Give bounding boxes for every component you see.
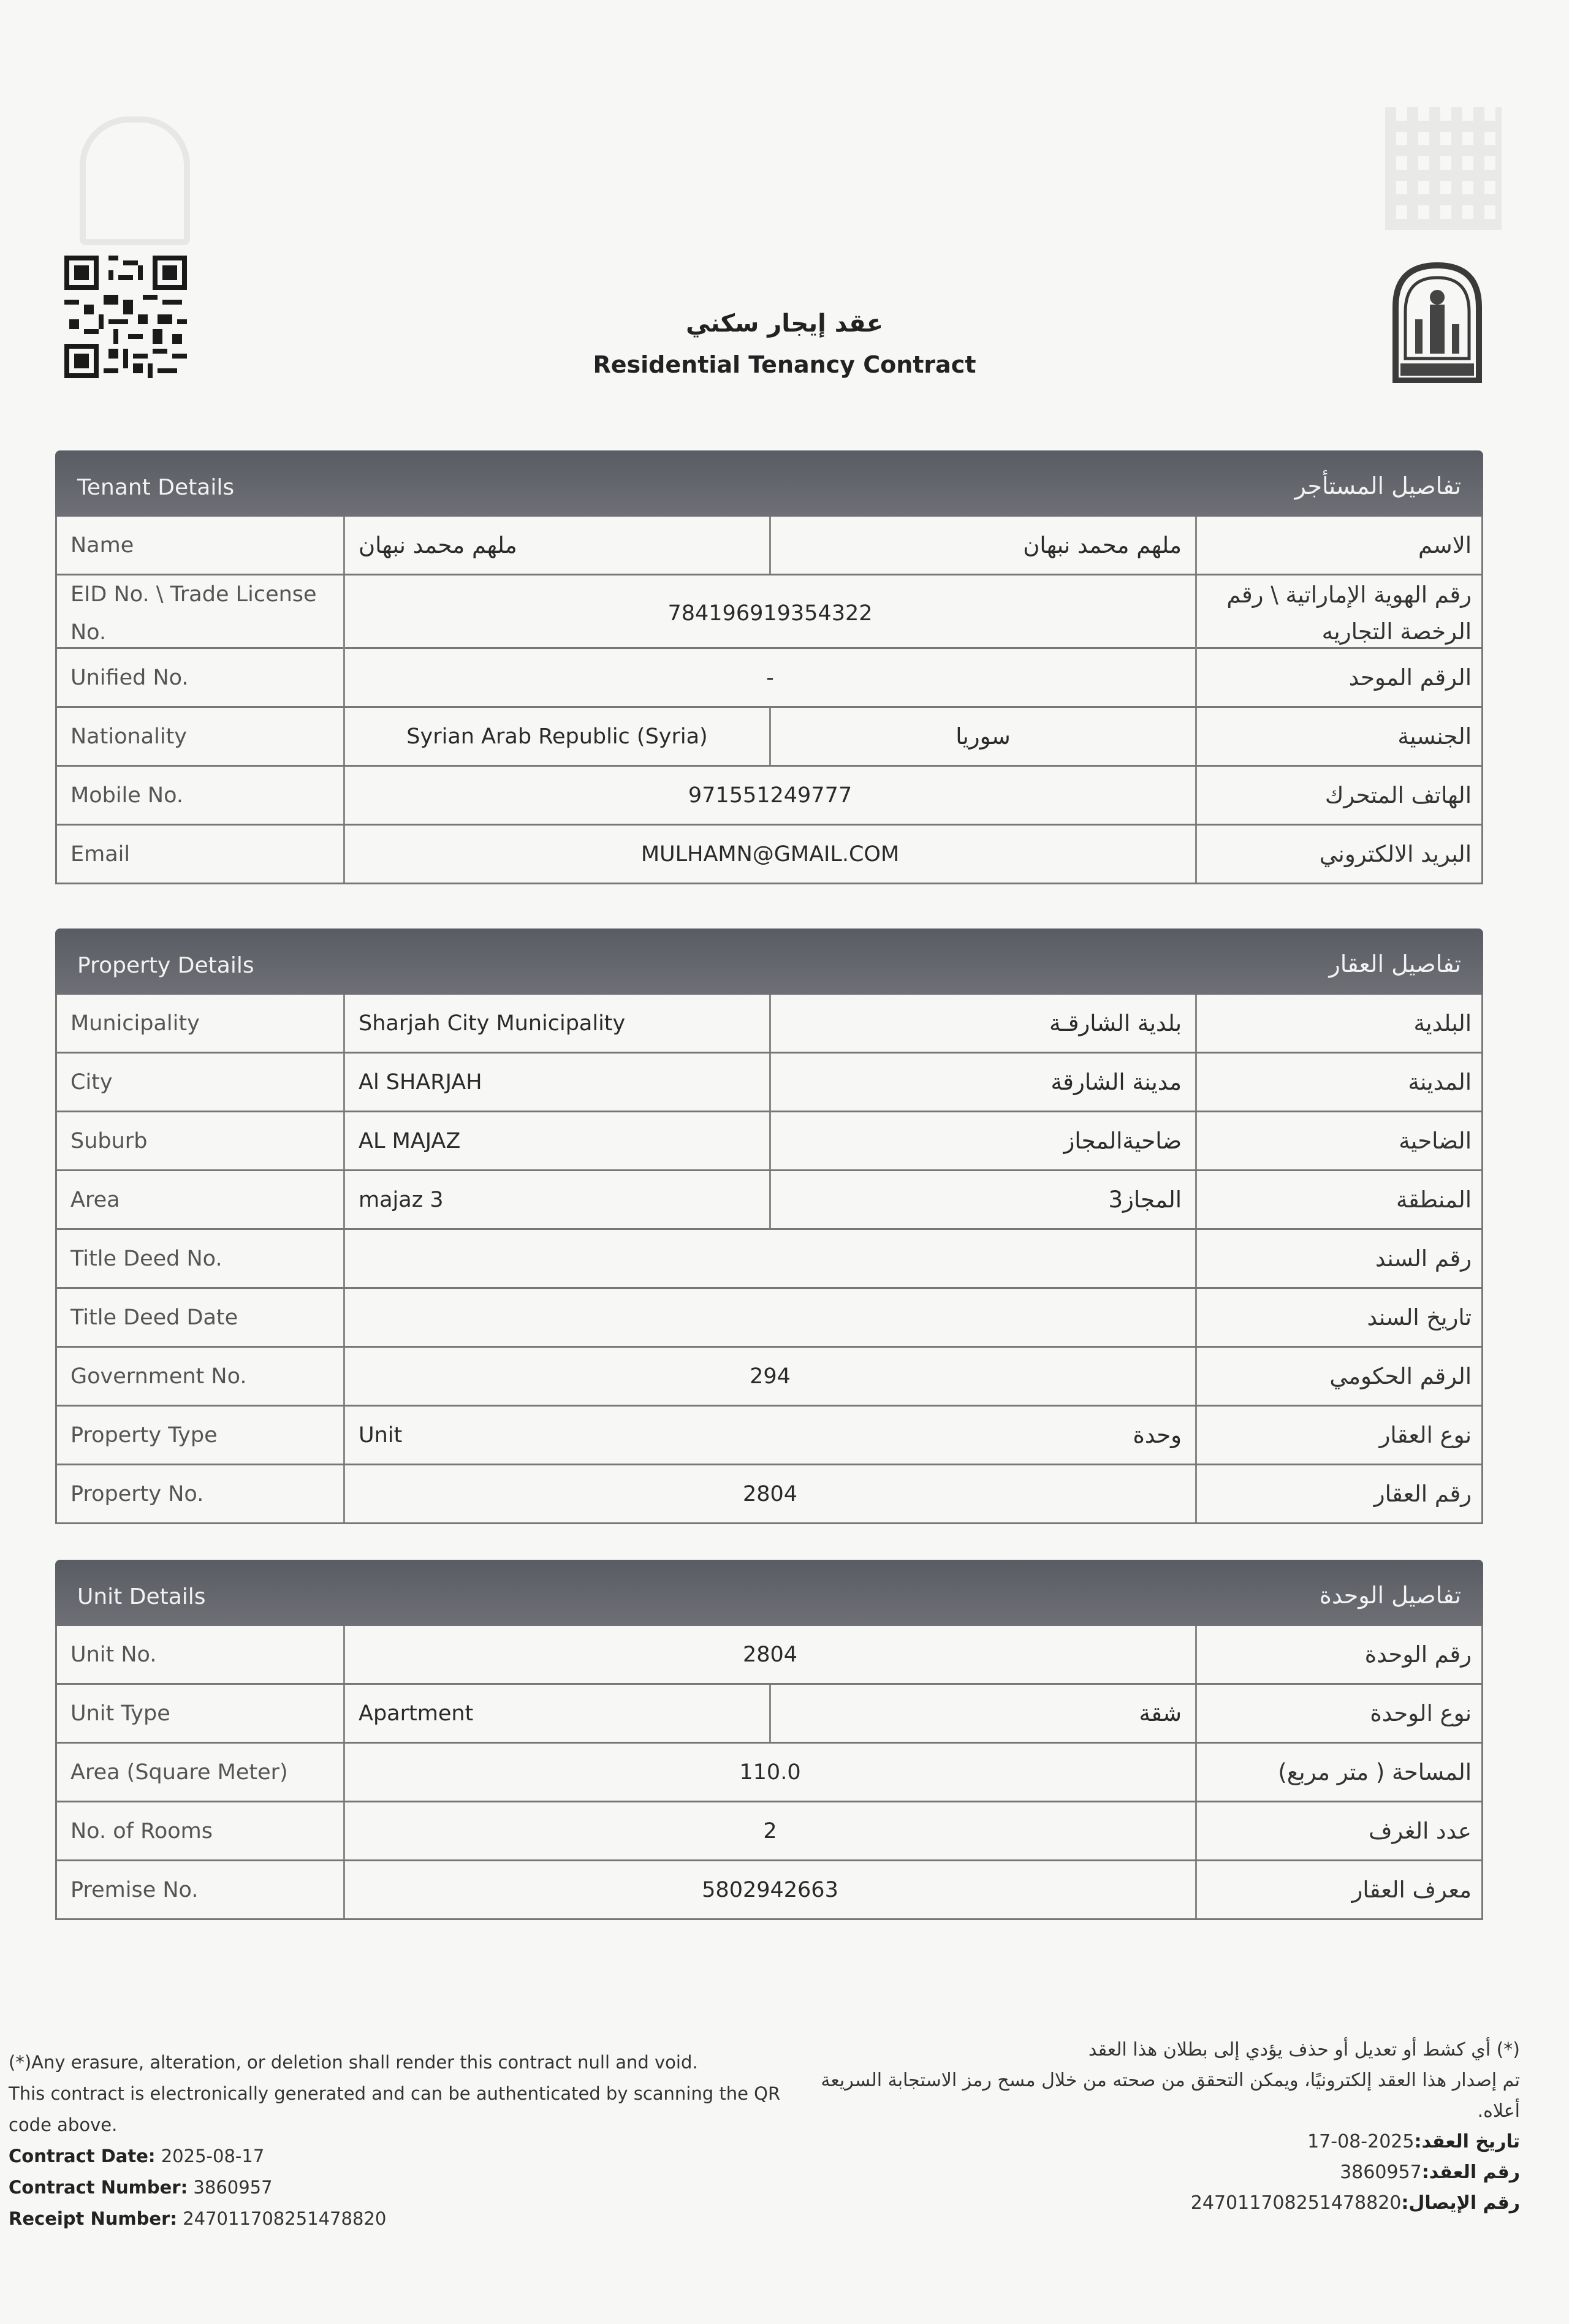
value: 2804 bbox=[345, 1626, 1197, 1683]
label-ar: الجنسية bbox=[1397, 723, 1472, 750]
bleed-through-qr bbox=[1385, 107, 1502, 230]
property-title-deed-no-row bbox=[55, 1230, 1483, 1289]
label-ar: رقم السند bbox=[1375, 1245, 1472, 1272]
property-city-row bbox=[55, 1054, 1483, 1112]
label-ar: الضاحية bbox=[1399, 1128, 1472, 1154]
section-header bbox=[55, 1560, 1483, 1626]
footer-english bbox=[9, 2047, 793, 2235]
unit-area-row bbox=[55, 1744, 1483, 1802]
value-en: Sharjah City Municipality bbox=[345, 995, 771, 1052]
value: 2804 bbox=[345, 1465, 1197, 1522]
value: 971551249777 bbox=[345, 767, 1197, 824]
value: 294 bbox=[345, 1348, 1197, 1405]
unit-type-row bbox=[55, 1685, 1483, 1744]
void-note-en: (*)Any erasure, alteration, or deletion shall render this contract null and void. bbox=[9, 2052, 698, 2073]
unit-details-section bbox=[55, 1560, 1483, 1920]
value: - bbox=[345, 649, 1197, 706]
tenant-name-row bbox=[55, 517, 1483, 575]
value-en: Syrian Arab Republic (Syria) bbox=[345, 708, 771, 765]
section-title-ar: تفاصيل المستأجر bbox=[1294, 473, 1461, 499]
label-en: Government No. bbox=[57, 1348, 345, 1405]
tenant-unified-row bbox=[55, 649, 1483, 708]
footer-arabic bbox=[809, 2035, 1520, 2219]
tenant-nationality-row bbox=[55, 708, 1483, 767]
value-en: Al SHARJAH bbox=[345, 1054, 771, 1111]
tenant-mobile-row bbox=[55, 767, 1483, 826]
label-en: EID No. \ Trade License No. bbox=[57, 575, 345, 651]
value bbox=[345, 1230, 1197, 1287]
tenant-details-section bbox=[55, 450, 1483, 884]
label-ar: الرقم الحكومي bbox=[1329, 1363, 1472, 1389]
label-en: Unit No. bbox=[57, 1626, 345, 1683]
value-ar: ضاحيةالمجاز bbox=[771, 1112, 1197, 1169]
label-ar: نوع العقار bbox=[1379, 1422, 1472, 1448]
property-details-section bbox=[55, 928, 1483, 1524]
property-type-row bbox=[55, 1407, 1483, 1465]
label-ar: عدد الغرف bbox=[1369, 1818, 1472, 1844]
label-en: Unit Type bbox=[57, 1685, 345, 1742]
label-en: Premise No. bbox=[57, 1861, 345, 1918]
property-area-row bbox=[55, 1171, 1483, 1230]
label-en: City bbox=[57, 1054, 345, 1111]
label-ar: الهاتف المتحرك bbox=[1324, 782, 1472, 808]
contract-date-line: Contract Date: 2025-08-17 bbox=[9, 2146, 265, 2166]
label-en: Property No. bbox=[57, 1465, 345, 1522]
section-title-en: Property Details bbox=[77, 953, 254, 978]
contract-date-ar: 2025-08-17 bbox=[1307, 2131, 1415, 2152]
label-en: Unified No. bbox=[57, 649, 345, 706]
auth-note-ar: تم إصدار هذا العقد إلكترونيًا، ويمكن التحقق من صحته من خلال مسح رمز الاستجابة السريعة أعلاه. bbox=[821, 2070, 1520, 2122]
auth-note-en: This contract is electronically generated and can be authenticated by scanning the QR code above. bbox=[9, 2083, 781, 2135]
label-en: Name bbox=[57, 517, 345, 574]
label-en: Area bbox=[57, 1171, 345, 1228]
value-ar: مدينة الشارقة bbox=[771, 1054, 1197, 1111]
section-title-en: Tenant Details bbox=[77, 475, 235, 500]
label-en: Municipality bbox=[57, 995, 345, 1052]
label-ar: البلدية bbox=[1413, 1010, 1472, 1036]
label-ar: رقم الوحدة bbox=[1364, 1641, 1472, 1668]
label-en: Nationality bbox=[57, 708, 345, 765]
value-ar: بلدية الشارقـة bbox=[771, 995, 1197, 1052]
contract-number-line-ar: رقم العقد:3860957 bbox=[1340, 2162, 1520, 2183]
value-ar: سوريا bbox=[771, 708, 1197, 765]
receipt-number: 247011708251478820 bbox=[183, 2208, 387, 2229]
qr-code-icon bbox=[64, 253, 187, 381]
contract-date: 2025-08-17 bbox=[161, 2146, 265, 2166]
receipt-number-line-ar: رقم الإيصال:247011708251478820 bbox=[1190, 2192, 1520, 2214]
contract-number-line: Contract Number: 3860957 bbox=[9, 2177, 273, 2198]
receipt-number-ar: 247011708251478820 bbox=[1190, 2192, 1402, 2214]
contract-title-arabic: عقد إيجار سكني bbox=[685, 309, 884, 338]
property-no-row bbox=[55, 1465, 1483, 1524]
value-en: ملهم محمد نبهان bbox=[345, 517, 771, 574]
label-en: Property Type bbox=[57, 1407, 345, 1464]
value-ar: ملهم محمد نبهان bbox=[771, 517, 1197, 574]
label-en: Title Deed Date bbox=[57, 1289, 345, 1346]
value-en: AL MAJAZ bbox=[345, 1112, 771, 1169]
value-en: Apartment bbox=[345, 1685, 771, 1742]
value: 5802942663 bbox=[345, 1861, 1197, 1918]
property-government-no-row bbox=[55, 1348, 1483, 1407]
property-suburb-row bbox=[55, 1112, 1483, 1171]
void-note-ar: (*) أي كشط أو تعديل أو حذف يؤدي إلى بطلان هذا العقد bbox=[1088, 2039, 1520, 2060]
label-en: Area (Square Meter) bbox=[57, 1744, 345, 1801]
section-header bbox=[55, 928, 1483, 995]
unit-no-row bbox=[55, 1626, 1483, 1685]
label-ar: المدينة bbox=[1408, 1069, 1472, 1095]
label-en: Suburb bbox=[57, 1112, 345, 1169]
label-ar: رقم العقار bbox=[1373, 1481, 1472, 1507]
receipt-number-line: Receipt Number: 247011708251478820 bbox=[9, 2208, 387, 2229]
label-en: Email bbox=[57, 826, 345, 883]
value-ar: وحدة bbox=[771, 1407, 1197, 1464]
section-title-ar: تفاصيل الوحدة bbox=[1319, 1582, 1461, 1609]
value-en: majaz 3 bbox=[345, 1171, 771, 1228]
label-ar: المساحة ( متر مربع) bbox=[1278, 1759, 1472, 1785]
section-title-ar: تفاصيل العقار bbox=[1329, 951, 1461, 978]
section-title-en: Unit Details bbox=[77, 1584, 206, 1609]
section-header bbox=[55, 450, 1483, 517]
value: 784196919354322 bbox=[345, 575, 1197, 651]
label-ar: رقم الهوية الإماراتية \ رقم الرخصة التجاريه bbox=[1226, 582, 1472, 645]
label-ar: الرقم الموحد bbox=[1348, 664, 1472, 691]
contract-title-english: Residential Tenancy Contract bbox=[593, 351, 976, 378]
label-en: No. of Rooms bbox=[57, 1802, 345, 1859]
value bbox=[345, 1289, 1197, 1346]
label-ar: نوع الوحدة bbox=[1370, 1700, 1472, 1726]
value-ar: شقة bbox=[771, 1685, 1197, 1742]
tenant-email-row bbox=[55, 826, 1483, 884]
label-en: Mobile No. bbox=[57, 767, 345, 824]
property-title-deed-date-row bbox=[55, 1289, 1483, 1348]
value-en: Unit bbox=[359, 1422, 403, 1448]
value: 110.0 bbox=[345, 1744, 1197, 1801]
label-ar: الاسم bbox=[1418, 532, 1472, 558]
label-ar: البريد الالكتروني bbox=[1319, 841, 1472, 867]
unit-premise-row bbox=[55, 1861, 1483, 1920]
contract-number: 3860957 bbox=[193, 2177, 273, 2198]
contract-number-ar: 3860957 bbox=[1340, 2162, 1422, 2183]
label-ar: معرف العقار bbox=[1351, 1877, 1472, 1903]
sharjah-municipality-logo bbox=[1388, 260, 1486, 383]
label-ar: تاريخ السند bbox=[1367, 1304, 1472, 1331]
label-ar: المنطقة bbox=[1396, 1187, 1472, 1213]
label-en: Title Deed No. bbox=[57, 1230, 345, 1287]
value-ar: المجاز3 bbox=[771, 1171, 1197, 1228]
contract-date-line-ar: تاريخ العقد:2025-08-17 bbox=[1307, 2131, 1520, 2152]
value: 2 bbox=[345, 1802, 1197, 1859]
tenant-eid-row bbox=[55, 575, 1483, 649]
value: MULHAMN@GMAIL.COM bbox=[345, 826, 1197, 883]
property-municipality-row bbox=[55, 995, 1483, 1054]
unit-rooms-row bbox=[55, 1802, 1483, 1861]
bleed-through-logo bbox=[80, 116, 190, 245]
